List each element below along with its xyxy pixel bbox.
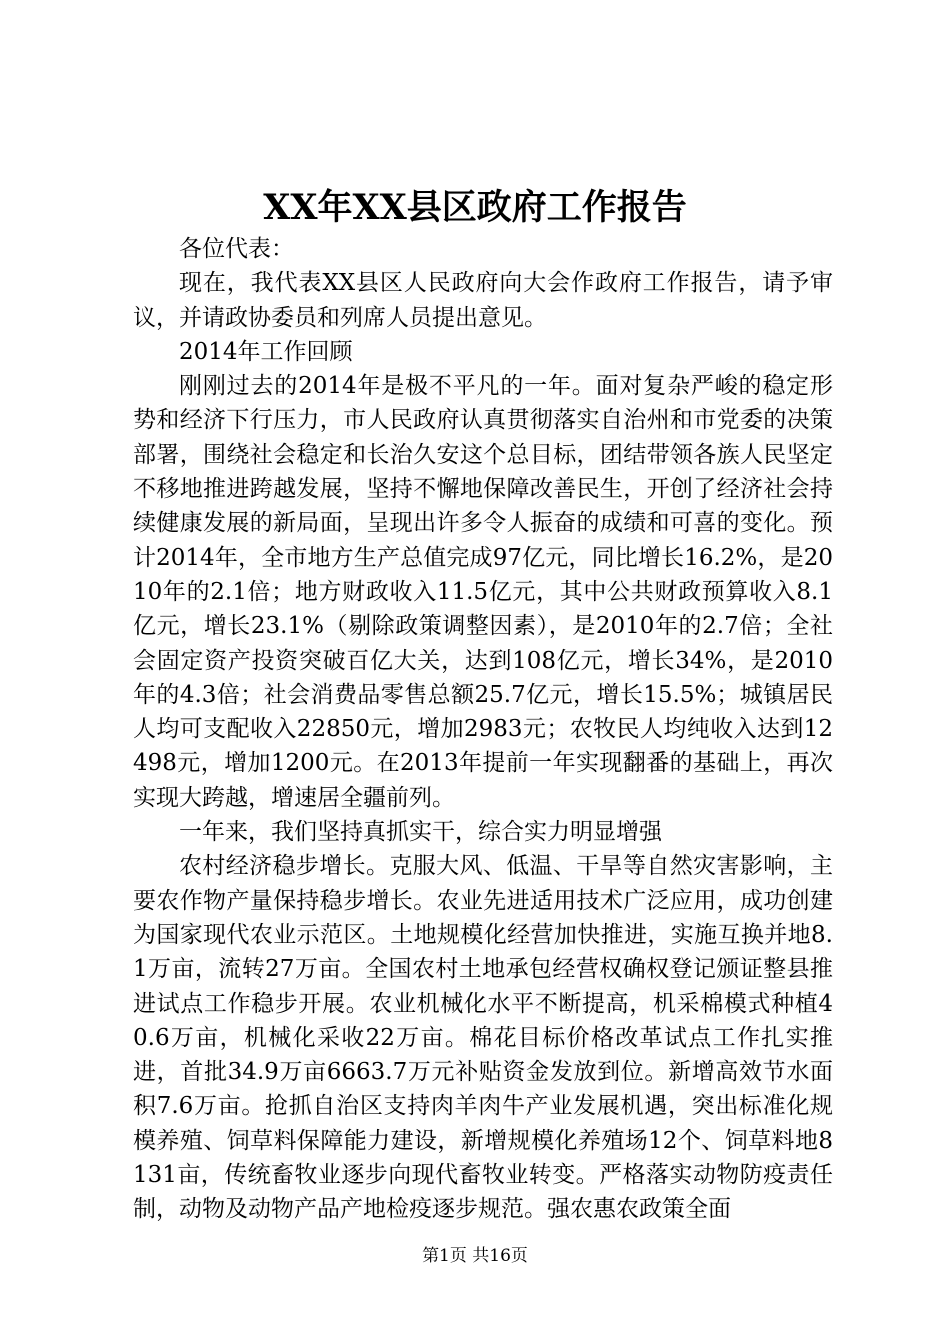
review-summary-paragraph: 刚刚过去的2014年是极不平凡的一年。面对复杂严峻的稳定形势和经济下行压力，市人民政府认真贯彻落实自治州和市党委的决策部署，围绕社会稳定和长治久安这个总目标，团结带领各族人民坚定不移地推进跨越发展，坚持不懈地保障改善民生，开创了经济社会持续健康发展的新局面，呈现出许多令人振奋的成绩和可喜的变化。预计2014年，全市地方生产总值完成97亿元，同比增长16.2%，是2010年的2.1倍；地方财政收入11.5亿元，其中公共财政预算收入8.1亿元，增长23.1%（剔除政策调整因素），是2010年的2.7倍；全社会固定资产投资突破百亿大关，达到108亿元，增长34%，是2010年的4.3倍；社会消费品零售总额25.7亿元，增长15.5%；城镇居民人均可支配收入22850元，增加2983元；农牧民人均纯收入达到12498元，增加1200元。在2013年提前一年实现翻番的基础上，再次实现大跨越，增速居全疆前列。 xyxy=(133,373,833,811)
subsection-heading-strength: 一年来，我们坚持真抓实干，综合实力明显增强 xyxy=(179,819,662,846)
rural-economy-paragraph: 农村经济稳步增长。克服大风、低温、干旱等自然灾害影响，主要农作物产量保持稳步增长。农业先进适用技术广泛应用，成功创建为国家现代农业示范区。土地规模化经营加快推进，实施互换并地8.1万亩，流转27万亩。全国农村土地承包经营权确权登记颁证整县推进试点工作稳步开展。农业机械化水平不断提高，机采棉模式种植40.6万亩，机械化采收22万亩。棉花目标价格改革试点工作扎实推进，首批34.9万亩6663.7万元补贴资金发放到位。新增高效节水面积7.6万亩。抢抓自治区支持肉羊肉牛产业发展机遇，突出标准化规模养殖、饲草料保障能力建设，新增规模化养殖场12个、饲草料地8131亩，传统畜牧业逐步向现代畜牧业转变。严格落实动物防疫责任制，动物及动物产品产地检疫逐步规范。强农惠农政策全面 xyxy=(133,853,833,1223)
intro-paragraph: 现在，我代表XX县区人民政府向大会作政府工作报告，请予审议，并请政协委员和列席人员提出意见。 xyxy=(133,270,833,331)
page-number-footer: 第1页 共16页 xyxy=(422,1246,528,1266)
section-heading-2014-review: 2014年工作回顾 xyxy=(179,338,353,365)
salutation-paragraph: 各位代表： xyxy=(179,236,294,262)
document-body xyxy=(133,232,833,1227)
document-title: XX年XX县区政府工作报告 xyxy=(263,187,687,228)
